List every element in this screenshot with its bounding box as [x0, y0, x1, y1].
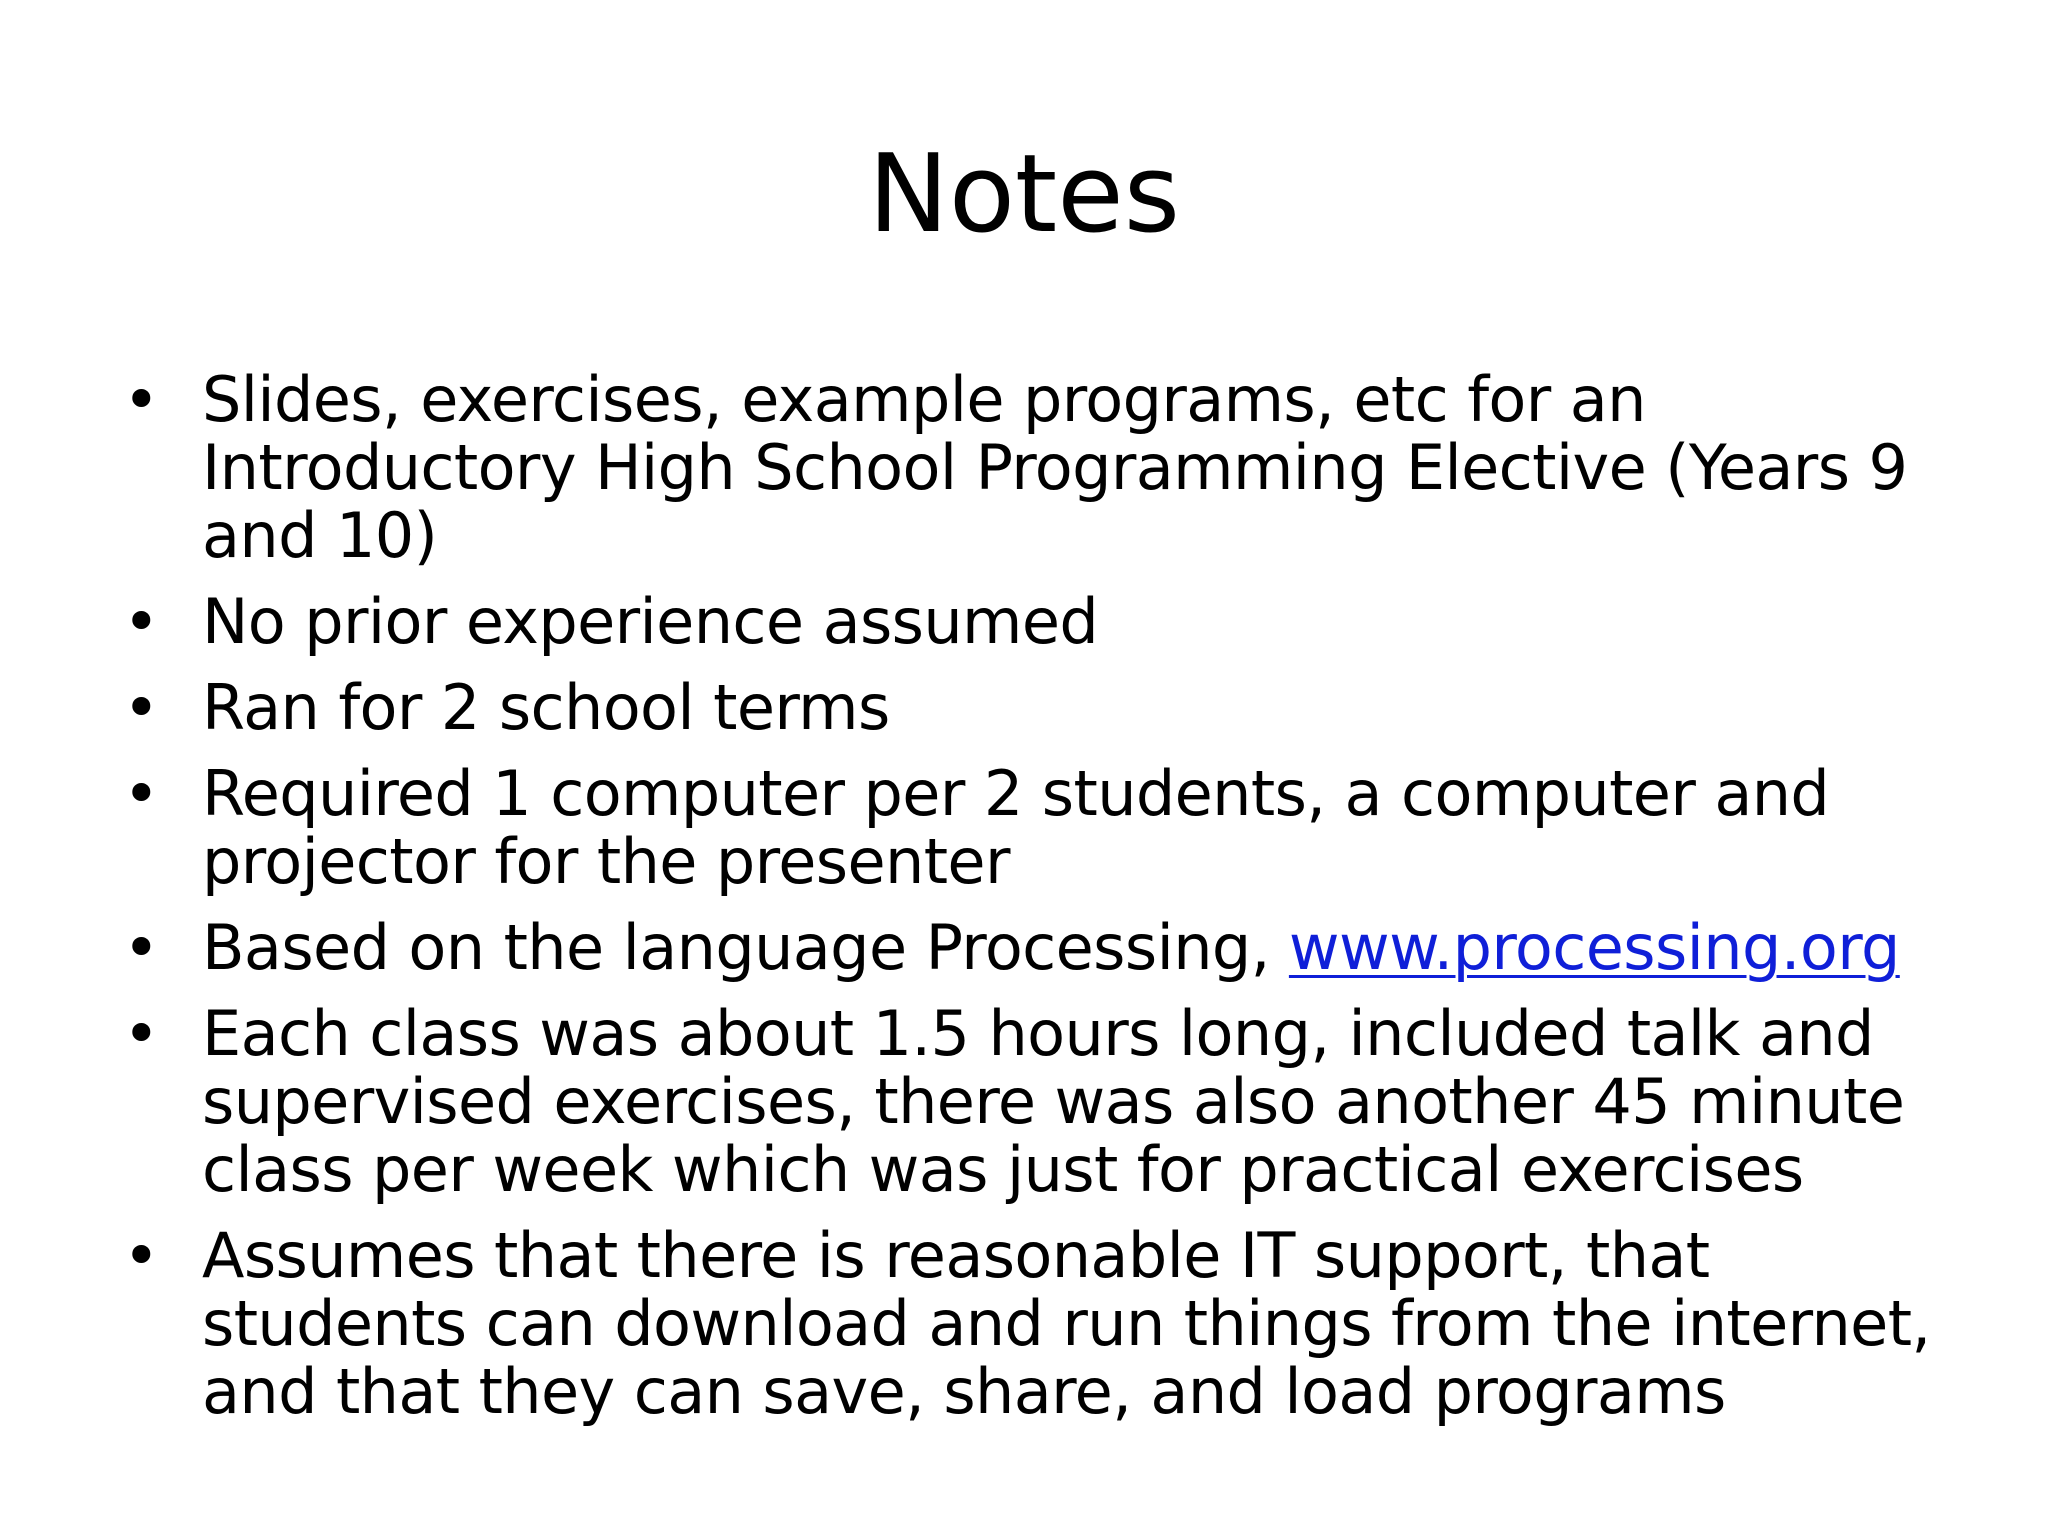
bullet-item	[120, 363, 1960, 572]
bullet-text: Required 1 computer per 2 students, a computer and projector for the presenter	[202, 757, 1830, 898]
bullet-item	[120, 997, 1960, 1206]
processing-website-link[interactable]: www.processing.org	[1288, 911, 1900, 984]
bullet-item	[120, 1219, 1960, 1428]
bullet-marker: •	[123, 1219, 159, 1292]
bullet-text: Each class was about 1.5 hours long, included talk and supervised exercises, there was also another 45 minute class per week which was just for practical exercises	[202, 997, 1905, 1206]
bullet-text: Ran for 2 school terms	[202, 671, 890, 744]
bullet-item	[120, 757, 1960, 898]
bullet-item	[120, 585, 1960, 658]
bullet-marker: •	[123, 911, 159, 984]
bullet-marker: •	[123, 997, 159, 1070]
slide-title: Notes	[868, 132, 1180, 257]
bullet-item	[120, 911, 1960, 984]
bullet-text: Slides, exercises, example programs, etc for an Introductory High School Programming Elective (Years 9 and 10)	[202, 363, 1908, 572]
bullet-marker: •	[123, 363, 159, 436]
bullet-text: Assumes that there is reasonable IT support, that students can download and run things from the internet, and that they can save, share, and load programs	[202, 1219, 1931, 1428]
bullet-text: Based on the language Processing,	[202, 911, 1289, 984]
bullet-marker: •	[123, 757, 159, 830]
bullet-text: No prior experience assumed	[202, 585, 1099, 658]
bullet-marker: •	[123, 585, 159, 658]
bullet-item	[120, 671, 1960, 744]
bullet-marker: •	[123, 671, 159, 744]
bullet-list	[120, 363, 1960, 1444]
